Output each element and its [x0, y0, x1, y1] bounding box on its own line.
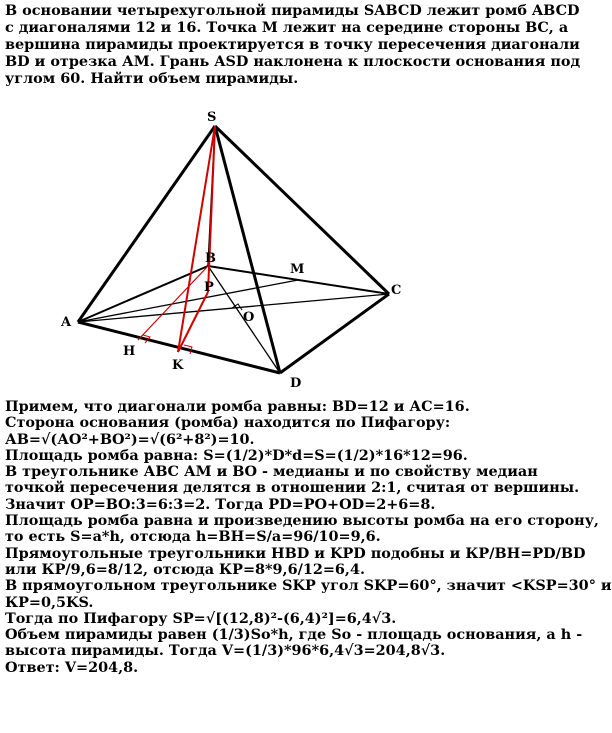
solution-line: Прямоугольные треугольники HBD и KPD подобны и КР/ВН=PD/BD — [5, 544, 586, 562]
label-A: A — [61, 315, 72, 330]
solution-line: Тогда по Пифагору SP=√[(12,8)²-(6,4)²]=6,4√3. — [5, 609, 397, 627]
problem-line: углом 60. Найти объем пирамиды. — [5, 69, 299, 87]
solution-line: Значит ОР=ВО:3=6:3=2. Тогда PD=PO+OD=2+6=8. — [5, 495, 436, 513]
problem-line: с диагоналями 12 и 16. Точка М лежит на середине стороны ВС, а — [5, 18, 569, 36]
solution-line: Примем, что диагонали ромба равны: BD=12 и АС=16. — [5, 398, 470, 415]
solution-line: высота пирамиды. Тогда V=(1/3)*96*6,4√3=204,8√3. — [5, 642, 446, 660]
answer-line: Ответ: V=204,8. — [5, 658, 139, 676]
solution-line: КР=0,5KS. — [5, 593, 94, 611]
solution-line: Площадь ромба равна: S=(1/2)*D*d=S=(1/2)*16*12=96. — [5, 446, 468, 464]
solution-line: В прямоугольном треугольнике SKP угол SKP=60°, значит <KSP=30° и — [5, 577, 612, 595]
segment-BH — [138, 266, 208, 340]
edge-SD — [215, 126, 280, 373]
label-H: H — [123, 344, 136, 359]
solution-text — [5, 398, 612, 676]
label-C: C — [391, 283, 402, 298]
label-K: K — [172, 358, 184, 373]
solution-line: Площадь ромба равна и произведению высоты ромба на его сторону, — [5, 512, 599, 530]
label-B: B — [205, 251, 216, 266]
problem-statement — [5, 2, 581, 88]
label-S: S — [207, 110, 217, 125]
label-M: M — [290, 262, 305, 277]
solution-line: АВ=√(АО²+ВО²)=√(6²+8²)=10. — [5, 430, 255, 448]
diagonal-AC — [78, 294, 389, 322]
label-D: D — [290, 376, 302, 391]
label-O: O — [243, 310, 255, 325]
edge-CD — [280, 294, 389, 373]
solution-line: то есть S=a*h, отсюда h=BH=S/a=96/10=9,6. — [5, 528, 381, 546]
problem-line: вершина пирамиды проектируется в точку пересечения диагонали — [5, 35, 580, 53]
solution-line: или КР/9,6=8/12, отсюда КР=8*9,6/12=6,4. — [5, 560, 365, 578]
problem-line: В основании четырехугольной пирамиды SABCD лежит ромб ABCD — [5, 2, 580, 19]
solution-line: Сторона основания (ромба) находится по Пифагору: — [5, 414, 451, 432]
solution-line: Объем пирамиды равен (1/3)So*h, где So - площадь основания, а h - — [5, 626, 583, 644]
solution-line: точкой пересечения делятся в отношении 2:1, считая от вершины. — [5, 479, 580, 497]
problem-line: BD и отрезка АМ. Грань ASD наклонена к плоскости основания под — [5, 52, 581, 70]
pyramid-figure — [0, 106, 528, 396]
solution-line: В треугольнике АВС АМ и ВО - медианы и по свойству медиан — [5, 463, 538, 481]
label-P: P — [204, 280, 214, 295]
